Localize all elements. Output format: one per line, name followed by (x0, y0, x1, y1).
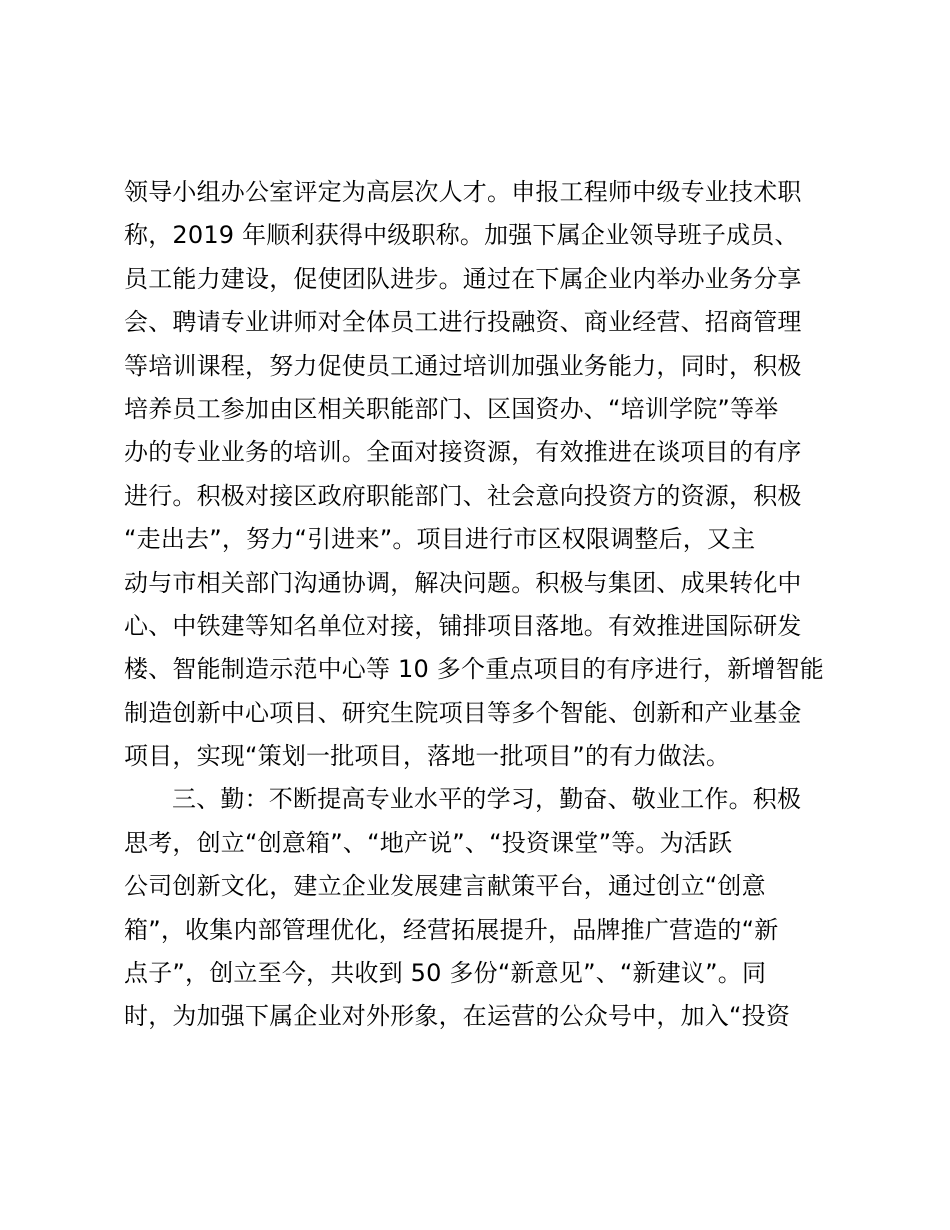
text-line: 等培训课程，努力促使员工通过培训加强业务能力，同时，积极 (124, 351, 802, 380)
text-line: 心、中铁建等知名单位对接，铺排项目落地。有效推进国际研发 (124, 611, 802, 640)
body-text (124, 171, 844, 1039)
text-line: 会、聘请专业讲师对全体员工进行投融资、商业经营、招商管理 (124, 308, 802, 337)
text-line: 动与市相关部门沟通协调，解决问题。积极与集团、成果转化中 (124, 568, 802, 597)
text-line: 制造创新中心项目、研究生院项目等多个智能、创新和产业基金 (124, 698, 802, 727)
text-line: 进行。积极对接区政府职能部门、社会意向投资方的资源，积极 (124, 481, 802, 510)
text-line: 公司创新文化，建立企业发展建言献策平台，通过创立“创意 (124, 872, 766, 901)
text-line: 思考，创立“创意箱”、“地产说”、“投资课堂”等。为活跃 (124, 828, 733, 857)
text-line: 点子”，创立至今，共收到 50 多份“新意见”、“新建议”。同 (124, 959, 767, 988)
text-line: 办的专业业务的培训。全面对接资源，有效推进在谈项目的有序 (124, 438, 802, 467)
text-line: 称，2019 年顺利获得中级职称。加强下属企业领导班子成员、 (124, 221, 799, 250)
text-line: 时，为加强下属企业对外形象，在运营的公众号中，加入“投资 (124, 1002, 791, 1031)
text-line: 楼、智能制造示范中心等 10 多个重点项目的有序进行，新增智能 (124, 655, 824, 684)
text-line: “走出去”，努力“引进来”。项目进行市区权限调整后，又主 (124, 525, 756, 554)
text-line: 培养员工参加由区相关职能部门、区国资办、“培训学院”等举 (124, 394, 779, 423)
text-line: 员工能力建设，促使团队进步。通过在下属企业内举办业务分享 (124, 264, 802, 293)
text-line: 三、勤：不断提高专业水平的学习，勤奋、敬业工作。积极 (172, 785, 802, 814)
text-line: 领导小组办公室评定为高层次人才。申报工程师中级专业技术职 (124, 178, 802, 206)
text-line: 项目，实现“策划一批项目，落地一批项目”的有力做法。 (124, 742, 731, 771)
text-line: 箱”，收集内部管理优化，经营拓展提升，品牌推广营造的“新 (124, 915, 779, 944)
